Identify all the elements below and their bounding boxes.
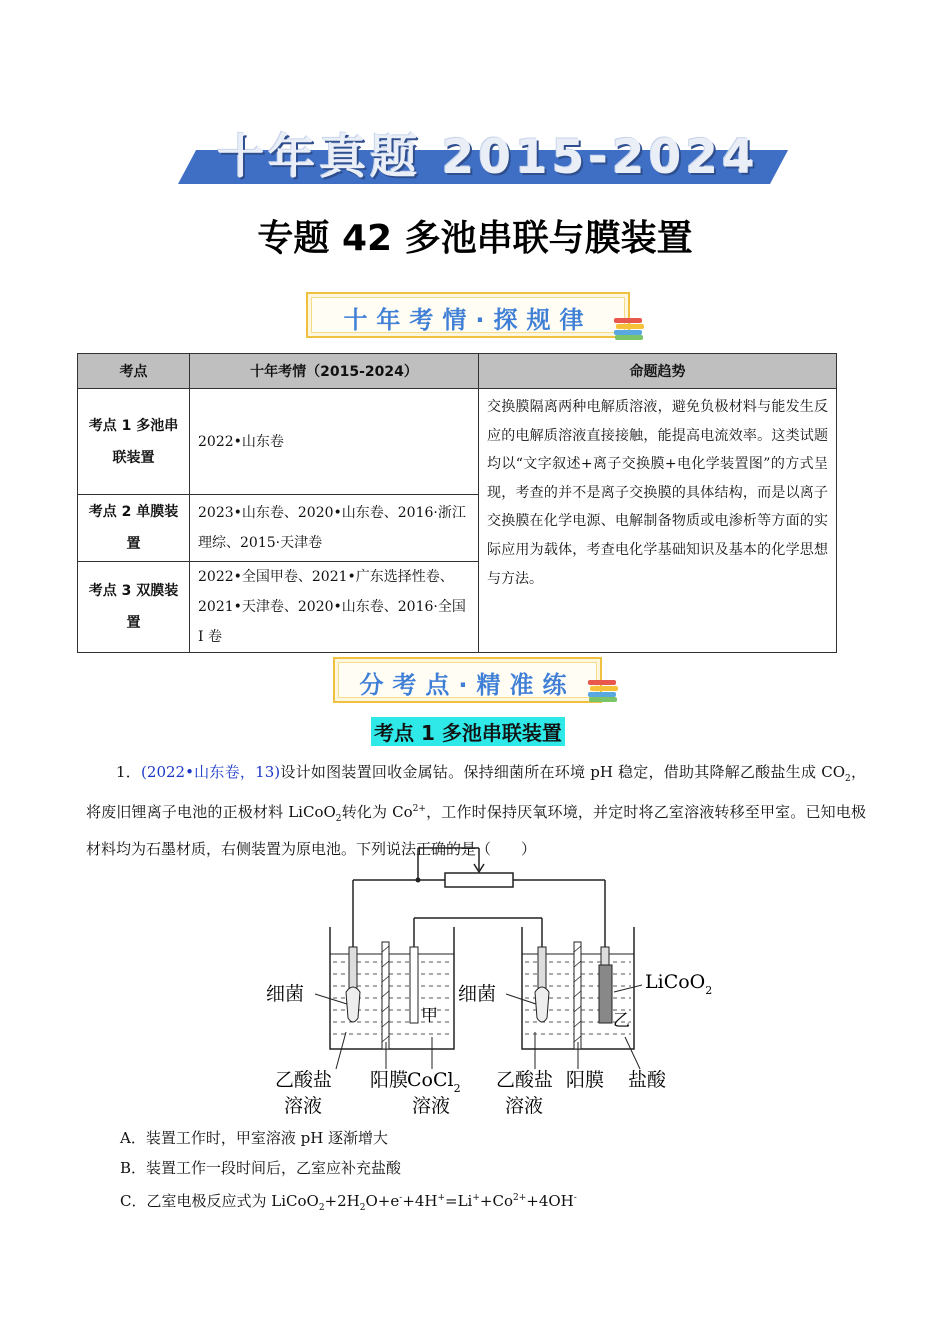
table-cell-years: 2023•山东卷、2020•山东卷、2016·浙江理综、2015·天津卷	[190, 495, 479, 562]
label-bacteria-left: 细菌	[266, 983, 305, 1005]
table-header-row	[78, 354, 837, 389]
banner-text: 十年真题 2015-2024	[217, 130, 759, 185]
junction-dot	[416, 878, 421, 883]
label-solution-right: 溶液	[505, 1095, 544, 1117]
question-text: ，工作时保持厌氧环境，并定时将乙室溶液转移至甲室。已知电极材料均为石墨材质，右侧装置为原电池。下列说法正确的是（ ）	[86, 803, 866, 858]
label-cocl2: CoCl$_2$	[407, 1069, 461, 1095]
label-room-a: 甲	[421, 1006, 438, 1026]
label-acetate-right: 乙酸盐	[496, 1069, 554, 1091]
bacteria-left	[346, 987, 360, 1022]
badge-label: 分考点·精准练	[359, 671, 576, 699]
bacteria-right	[535, 987, 549, 1022]
label-acetate-left: 乙酸盐	[275, 1069, 333, 1091]
page-title: 专题 42 多池串联与膜装置	[257, 218, 693, 259]
option-b: B．装置工作一段时间后，乙室应补充盐酸	[120, 1159, 402, 1177]
table-cell-point: 考点 1 多池串联装置	[78, 389, 190, 495]
question-1: 1．(2022•山东卷，13)设计如图装置回收金属钴。保持细菌所在环境 pH 稳定，借助其降解乙酸盐生成 $CO_2$，将废旧锂离子电池的正极材料 LiCoO$_2$转化为 $Co^{2+}$，工作时保持厌氧环境，并定时将乙室溶液转移至甲室。已知电极材料均为石墨材质，右侧装置为原电池。下列说法正确的是（ ）	[86, 763, 866, 858]
header-years: 十年考情（2015-2024）	[190, 354, 479, 389]
table-cell-point: 考点 2 单膜装置	[78, 495, 190, 562]
licoo2-electrode	[599, 965, 612, 1023]
label-solution-left: 溶液	[284, 1095, 323, 1117]
header-banner	[178, 120, 770, 186]
label-room-b: 乙	[613, 1011, 630, 1031]
label-bacteria-right: 细菌	[458, 983, 497, 1005]
books-icon	[614, 318, 644, 340]
header-point: 考点	[78, 354, 190, 389]
table-cell-years: 2022•全国甲卷、2021•广东选择性卷、2021•天津卷、2020•山东卷、2016·全国 I 卷	[190, 562, 479, 653]
table-row	[78, 389, 837, 495]
question-number: 1．	[116, 763, 142, 781]
section-heading: 考点 1 多池串联装置	[371, 717, 565, 746]
label-membrane-right: 阳膜	[566, 1069, 605, 1091]
option-c: C．乙室电极反应式为 $LiCoO_2+2H_2O+e^-+4H^+=Li^++Co^{2+}+4OH^-$	[120, 1192, 577, 1213]
membrane-right	[574, 942, 581, 1049]
label-solution-cocl2: 溶液	[412, 1095, 451, 1117]
question-text: 设计如图装置回收金属钴。保持细菌所在环境 pH 稳定，借助其降解乙酸盐生成 CO	[280, 763, 846, 781]
question-text: 转化为 Co	[341, 803, 413, 821]
table-cell-point: 考点 3 双膜装置	[78, 562, 190, 653]
badge-practice	[333, 657, 602, 703]
table-cell-trend: 交换膜隔离两种电解质溶液，避免负极材料与能发生反应的电解质溶液直接接触，能提高电流效率。这类试题均以“文字叙述+离子交换膜+电化学装置图”的方式呈现，考查的并不是离子交换膜的具体结构，而是以离子交换膜在化学电源、电解制备物质或电渗析等方面的实际应用为载体，考查电化学基础知识及基本的化学思想与方法。	[479, 389, 837, 653]
badge-ten-years	[306, 292, 630, 338]
exam-analysis-table	[77, 353, 837, 653]
electrochemistry-diagram	[260, 842, 720, 1122]
books-icon	[588, 680, 618, 702]
option-a: A．装置工作时，甲室溶液 pH 逐渐增大	[120, 1129, 389, 1147]
table-cell-years: 2022•山东卷	[190, 389, 479, 495]
membrane-left	[382, 942, 389, 1049]
electrode-a	[410, 947, 418, 1023]
header-trend: 命题趋势	[479, 354, 837, 389]
question-text: ，将废旧锂离子电池的正极材料 LiCoO	[86, 763, 866, 821]
label-licoo2: LiCoO$_2$	[645, 971, 713, 997]
question-source: (2022•山东卷，13)	[141, 763, 281, 781]
label-hcl: 盐酸	[628, 1069, 667, 1091]
badge-label: 十年考情·探规律	[343, 306, 593, 334]
label-membrane-left: 阳膜	[370, 1069, 409, 1091]
